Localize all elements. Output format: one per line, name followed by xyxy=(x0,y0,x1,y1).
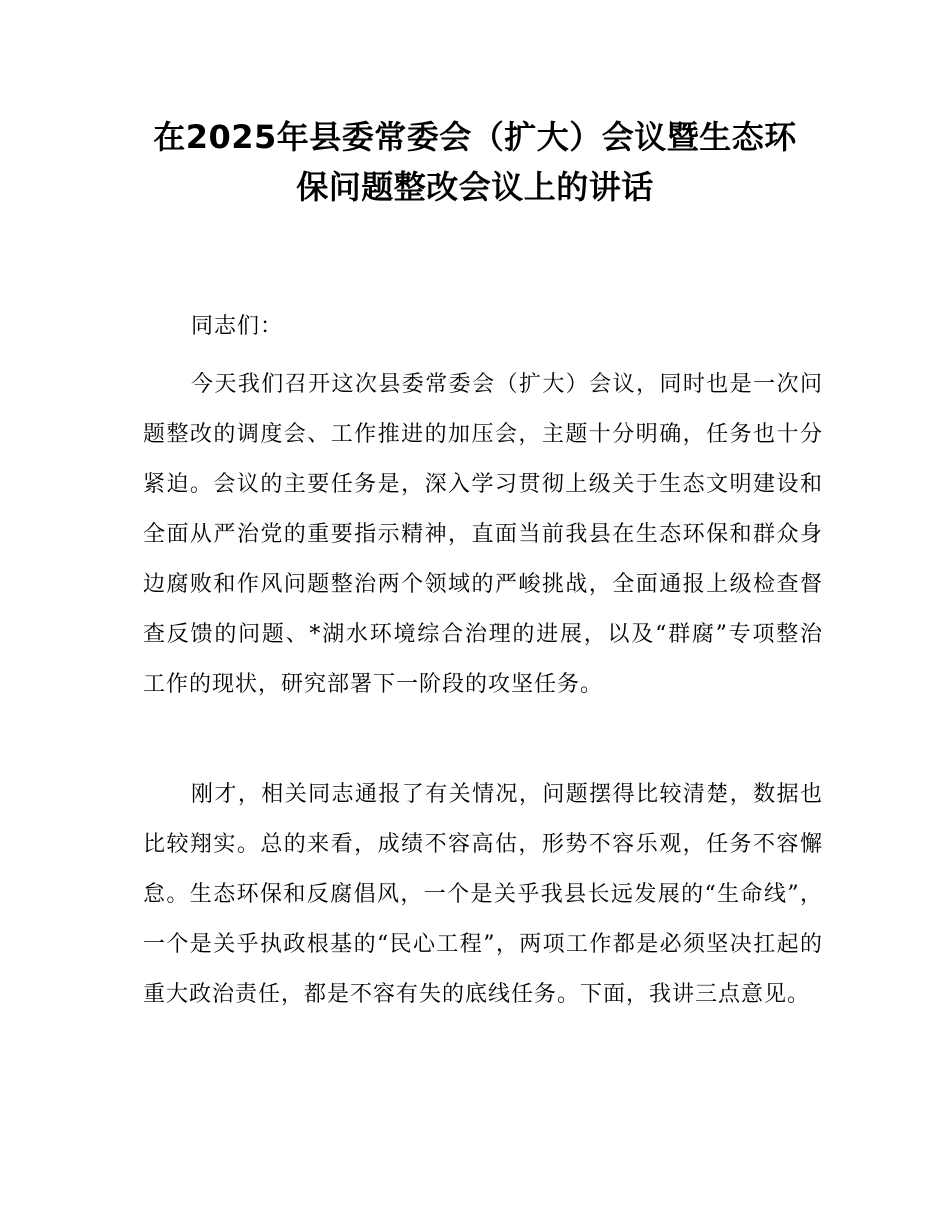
title-line-2: 保问题整改会议上的讲话 xyxy=(296,168,654,206)
greeting: 同志们： xyxy=(191,314,284,339)
body-paragraph-1: 今天我们召开这次县委常委会（扩大）会议，同时也是一次问题整改的调度会、工作推进的加压会，主题十分明确，任务也十分紧迫。会议的主要任务是，深入学习贯彻上级关于生态文明建设和全面从严治党的重要指示精神，直面当前我县在生态环保和群众身边腐败和作风问题整治两个领域的严峻挑战，全面通报上级检查督查反馈的问题、*湖水环境综合治理的进展，以及“群腐”专项整治工作的现状，研究部署下一阶段的攻坚任务。 xyxy=(143,372,823,697)
body-paragraph-2: 刚才，相关同志通报了有关情况，问题摆得比较清楚，数据也比较翔实。总的来看，成绩不容高估，形势不容乐观，任务不容懈怠。生态环保和反腐倡风，一个是关乎我县长远发展的“生命线”，一个是关乎执政根基的“民心工程”，两项工作都是必须坚决扛起的重大政治责任，都是不容有失的底线任务。下面，我讲三点意见。 xyxy=(143,782,823,1007)
document-title xyxy=(120,112,830,212)
title-line-1: 在2025年县委常委会（扩大）会议暨生态环 xyxy=(153,118,797,156)
